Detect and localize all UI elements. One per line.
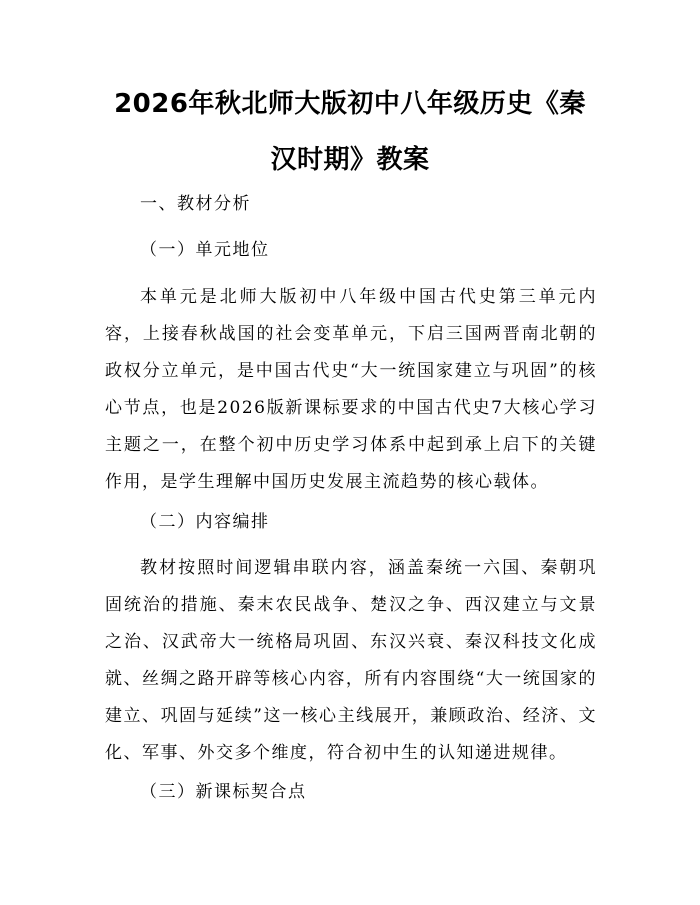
section-heading-textbook-analysis: 一、教材分析 (140, 194, 251, 214)
subsection-heading-curriculum-alignment: （三）新课标契合点 (140, 782, 307, 802)
subsection-heading-content-arrangement: （二）内容编排 (140, 512, 270, 532)
paragraph-content-arrangement: 教材按照时间逻辑串联内容，涵盖秦统一六国、秦朝巩固统治的措施、秦末农民战争、楚汉之争、西汉建立与文景之治、汉武帝大一统格局巩固、东汉兴衰、秦汉科技文化成就、丝绸之路开辟等核心内容，所有内容围绕“大一统国家的建立、巩固与延续”这一核心主线展开，兼顾政治、经济、文化、军事、外交多个维度，符合初中生的认知递进规律。 (105, 558, 597, 763)
paragraph-unit-position: 本单元是北师大版初中八年级中国古代史第三单元内容，上接春秋战国的社会变革单元，下启三国两晋南北朝的政权分立单元，是中国古代史“大一统国家建立与巩固”的核心节点，也是2026版新课标要求的中国古代史7大核心学习主题之一，在整个初中历史学习体系中起到承上启下的关键作用，是学生理解中国历史发展主流趋势的核心载体。 (105, 287, 597, 492)
document-title: 2026年秋北师大版初中八年级历史《秦汉时期》教案 (114, 89, 586, 175)
subsection-heading-unit-position: （一）单元地位 (140, 240, 270, 260)
